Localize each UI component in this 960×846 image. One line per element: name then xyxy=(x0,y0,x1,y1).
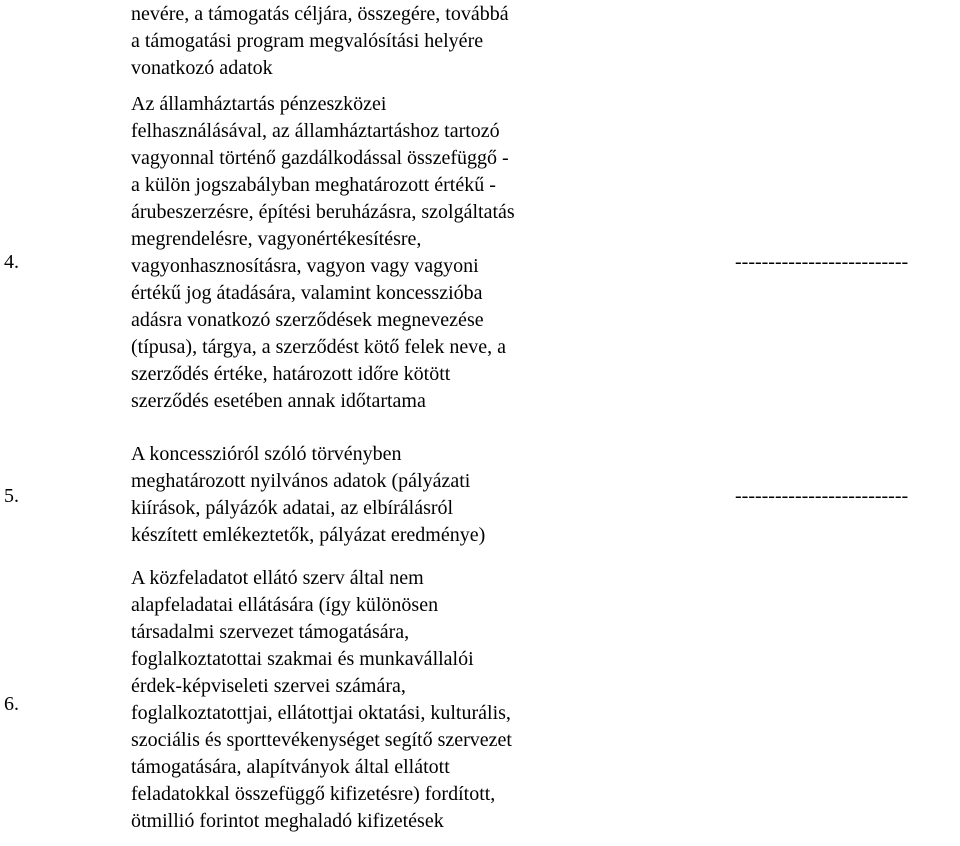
table-row-6 xyxy=(0,565,960,845)
description-line: feladatokkal összefüggő kifizetésre) fordított, xyxy=(131,783,496,805)
row-description xyxy=(131,565,731,835)
description-line: adásra vonatkozó szerződések megnevezése xyxy=(131,309,484,331)
description-line: nevére, a támogatás céljára, összegére, továbbá xyxy=(131,3,509,25)
description-line: a támogatási program megvalósítási helyére xyxy=(131,30,484,52)
row-number: 5. xyxy=(4,485,19,507)
description-line: társadalmi szervezet támogatására, xyxy=(131,621,410,643)
description-line: alapfeladatai ellátására (így különösen xyxy=(131,594,439,616)
description-line: érdek-képviseleti szervei számára, xyxy=(131,675,406,697)
row-number: 4. xyxy=(4,251,19,273)
description-line: foglalkoztatottjai, ellátottjai oktatási, kulturális, xyxy=(131,702,511,724)
row-value: -------------------------- xyxy=(735,251,909,273)
description-line: foglalkoztatottai szakmai és munkavállalói xyxy=(131,648,474,670)
table-row-4 xyxy=(0,91,960,434)
description-line: árubeszerzésre, építési beruházásra, szolgáltatás xyxy=(131,201,515,223)
description-line: vagyonhasznosításra, vagyon vagy vagyoni xyxy=(131,255,479,277)
row-number: 6. xyxy=(4,693,19,715)
row-description xyxy=(131,1,731,82)
description-line: Az államháztartás pénzeszközei xyxy=(131,93,387,115)
description-line: A közfeladatot ellátó szerv által nem xyxy=(131,567,424,589)
description-line: szerződés esetében annak időtartama xyxy=(131,390,426,412)
description-line: támogatására, alapítványok által ellátott xyxy=(131,756,450,778)
description-line: A koncesszióról szóló törvényben xyxy=(131,443,402,465)
table-row-5 xyxy=(0,441,960,554)
description-line: értékű jog átadására, valamint koncesszióba xyxy=(131,282,483,304)
row-description xyxy=(131,441,731,549)
description-line: vagyonnal történő gazdálkodással összefüggő - xyxy=(131,147,509,169)
description-line: szociális és sporttevékenységet segítő szervezet xyxy=(131,729,512,751)
description-line: meghatározott nyilvános adatok (pályázati xyxy=(131,470,471,492)
description-line: a külön jogszabályban meghatározott értékű - xyxy=(131,174,496,196)
row-description xyxy=(131,91,731,415)
description-line: (típusa), tárgya, a szerződést kötő felek neve, a xyxy=(131,336,507,358)
description-line: szerződés értéke, határozott időre kötött xyxy=(131,363,451,385)
description-line: kiírások, pályázók adatai, az elbírálásról xyxy=(131,497,454,519)
description-line: ötmillió forintot meghaladó kifizetések xyxy=(131,810,444,832)
description-line: megrendelésre, vagyonértékesítésre, xyxy=(131,228,422,250)
description-line: felhasználásával, az államháztartáshoz tartozó xyxy=(131,120,500,142)
row-value: -------------------------- xyxy=(735,485,909,507)
table-row-continuation xyxy=(0,1,960,82)
description-line: készített emlékeztetők, pályázat eredménye) xyxy=(131,524,486,546)
description-line: vonatkozó adatok xyxy=(131,57,273,79)
